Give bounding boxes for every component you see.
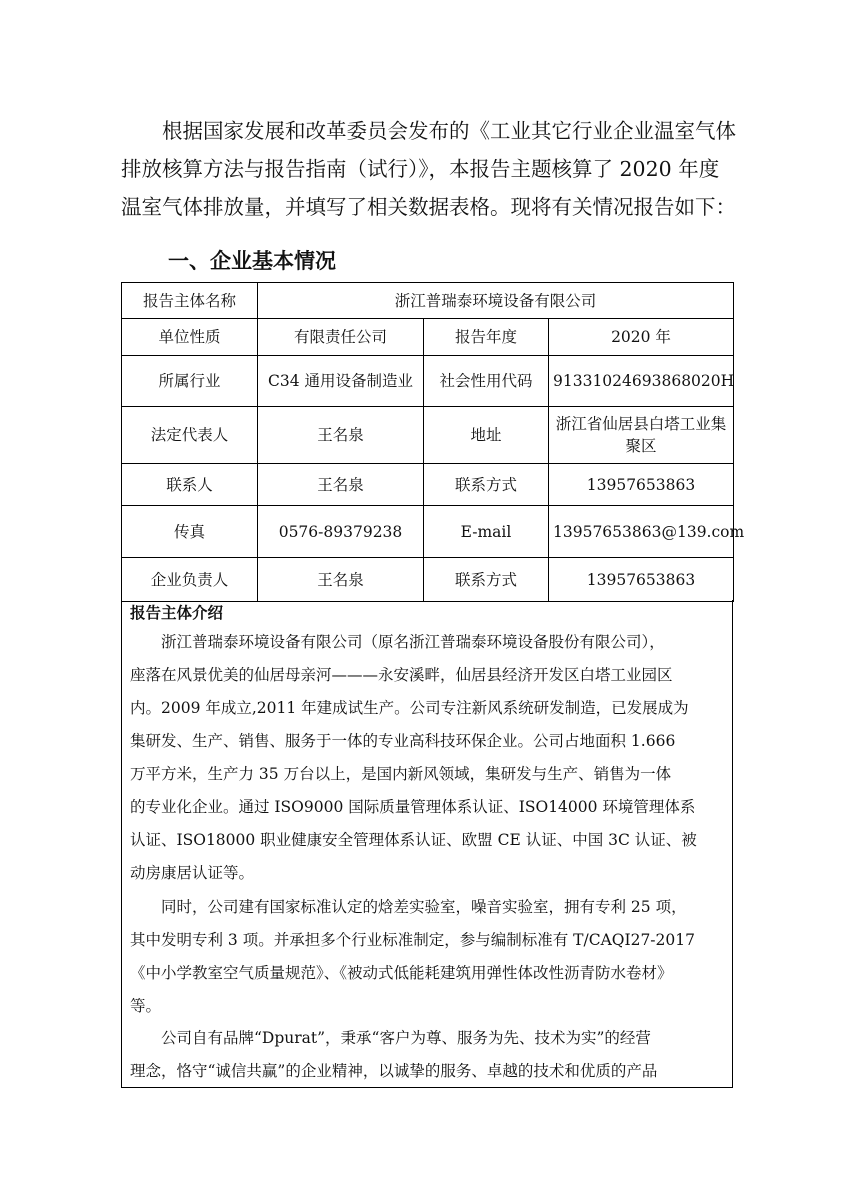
table-cell-value: 2020 年	[549, 319, 734, 356]
table-cell-label: 报告年度	[424, 319, 549, 356]
table-cell-value: 13957653863	[549, 558, 734, 602]
table-cell-label: 所属行业	[122, 356, 258, 407]
table-cell-value: 王名泉	[258, 407, 424, 464]
profile-line: 理念，恪守“诚信共赢”的企业精神，以诚挚的服务、卓越的技术和优质的产品	[130, 1062, 658, 1080]
table-cell-label: 法定代表人	[122, 407, 258, 464]
table-row	[122, 283, 734, 319]
table-cell-value: 0576-89379238	[258, 506, 424, 558]
profile-line: 集研发、生产、销售、服务于一体的专业高科技环保企业。公司占地面积 1.666	[130, 732, 676, 750]
table-cell-value: 王名泉	[258, 558, 424, 602]
table-row	[122, 464, 734, 506]
profile-paragraph	[130, 1022, 724, 1088]
table-cell-label: 联系方式	[424, 464, 549, 506]
table-cell-label: 单位性质	[122, 319, 258, 356]
entity-name-value: 浙江普瑞泰环境设备有限公司	[258, 283, 734, 319]
table-cell-label: 联系人	[122, 464, 258, 506]
profile-line: 其中发明专利 3 项。并承担多个行业标准制定，参与编制标准有 T/CAQI27-2017	[130, 931, 695, 949]
table-cell-label: 企业负责人	[122, 558, 258, 602]
intro-paragraph	[121, 112, 736, 226]
section-heading: 一、企业基本情况	[168, 248, 336, 273]
table-row	[122, 319, 734, 356]
profile-line: 公司自有品牌“Dpurat”，秉承“客户为尊、服务为先、技术为实”的经营	[130, 1029, 651, 1047]
table-cell-value: 浙江省仙居县白塔工业集聚区	[549, 407, 734, 464]
table-cell-label: 地址	[424, 407, 549, 464]
table-cell-value: 王名泉	[258, 464, 424, 506]
profile-paragraph	[130, 626, 724, 890]
profile-line: 浙江普瑞泰环境设备有限公司（原名浙江普瑞泰环境设备股份有限公司），	[130, 633, 665, 651]
profile-line: 内。2009 年成立,2011 年建成试生产。公司专注新风系统研发制造，已发展成为	[130, 699, 689, 717]
table-row	[122, 558, 734, 602]
intro-line: 根据国家发展和改革委员会发布的《工业其它行业企业温室气体	[121, 119, 736, 143]
profile-line: 《中小学教室空气质量规范》、《被动式低能耗建筑用弹性体改性沥青防水卷材》	[130, 964, 673, 982]
profile-line: 同时，公司建有国家标准认定的焓差实验室，噪音实验室，拥有专利 25 项，	[130, 898, 687, 916]
intro-line: 排放核算方法与报告指南（试行）》，本报告主题核算了 2020 年度	[121, 157, 720, 181]
table-cell-value: 13957653863@139.com	[549, 506, 734, 558]
table-cell-label: 社会性用代码	[424, 356, 549, 407]
profile-line: 等。	[130, 997, 162, 1015]
table-row	[122, 506, 734, 558]
table-cell-label: E-mail	[424, 506, 549, 558]
intro-line: 温室气体排放量，并填写了相关数据表格。现将有关情况报告如下：	[121, 195, 736, 219]
table-cell-value: 13957653863	[549, 464, 734, 506]
profile-paragraph	[130, 891, 724, 1023]
profile-line: 动房康居认证等。	[130, 864, 255, 882]
profile-line: 的专业化企业。通过 ISO9000 国际质量管理体系认证、ISO14000 环境管理体系	[130, 798, 696, 816]
profile-title: 报告主体介绍	[130, 603, 224, 622]
profile-line: 万平方米，生产力 35 万台以上，是国内新风领域，集研发与生产、销售为一体	[130, 765, 672, 783]
table-cell-value: C34 通用设备制造业	[258, 356, 424, 407]
table-row	[122, 407, 734, 464]
company-profile-section	[121, 600, 733, 1088]
table-row	[122, 356, 734, 407]
table-cell-value: 91331024693868020H	[549, 356, 734, 407]
profile-line: 认证、ISO18000 职业健康安全管理体系认证、欧盟 CE 认证、中国 3C 认证、被	[130, 831, 697, 849]
company-info-table	[121, 282, 745, 602]
entity-name-label: 报告主体名称	[122, 283, 258, 319]
table-cell-value: 有限责任公司	[258, 319, 424, 356]
table-cell-label: 联系方式	[424, 558, 549, 602]
profile-line: 座落在风景优美的仙居母亲河———永安溪畔，仙居县经济开发区白塔工业园区	[130, 666, 673, 684]
table-cell-label: 传真	[122, 506, 258, 558]
